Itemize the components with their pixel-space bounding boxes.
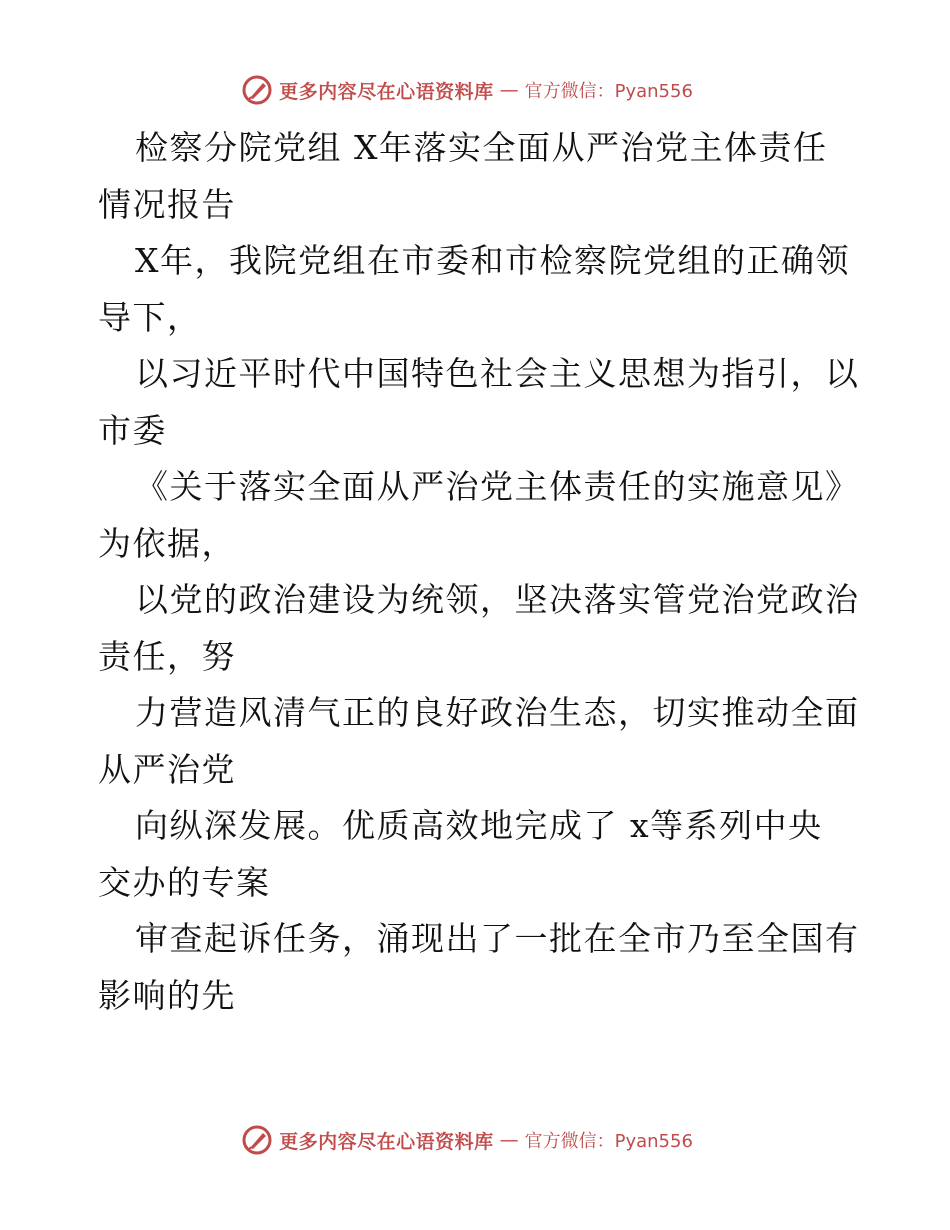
document-line: 向纵深发展。优质高效地完成了 x等系列中央 [135,806,823,845]
feather-pen-logo-icon [241,74,273,106]
document-line: 影响的先 [98,975,236,1015]
watermark-dash: — [499,1129,519,1151]
document-line: X年，我院党组在市委和市检察院党组的正确领 [135,241,850,280]
document-line: 市委 [98,410,167,450]
watermark-text: 更多内容尽在心语资料库 [279,80,494,103]
document-line: 检察分院党组 X年落实全面从严治党主体责任 [135,128,828,167]
document-line: 导下， [98,297,202,337]
document-line: 交办的专案 [98,862,271,902]
document-line: 责任，努 [98,636,236,676]
document-line: 情况报告 [98,184,236,224]
header-watermark-banner [0,70,950,110]
document-line: 力营造风清气正的良好政治生态，切实推动全面 [135,693,860,732]
feather-pen-logo-icon [241,1124,273,1156]
watermark-dash: — [499,79,519,101]
document-line: 审查起诉任务，涌现出了一批在全市乃至全国有 [135,919,860,958]
document-line: 为依据， [98,523,236,563]
footer-watermark-banner [0,1120,950,1160]
watermark-contact: 官方微信：Pyan556 [524,81,693,102]
document-line: 从严治党 [98,749,236,789]
document-line: 以习近平时代中国特色社会主义思想为指引，以 [135,354,860,393]
watermark-text: 更多内容尽在心语资料库 [279,1130,494,1153]
document-line: 以党的政治建设为统领，坚决落实管党治党政治 [135,580,860,619]
document-line: 《关于落实全面从严治党主体责任的实施意见》 [135,467,860,506]
watermark-contact: 官方微信：Pyan556 [524,1131,693,1152]
document-body [98,120,858,1024]
